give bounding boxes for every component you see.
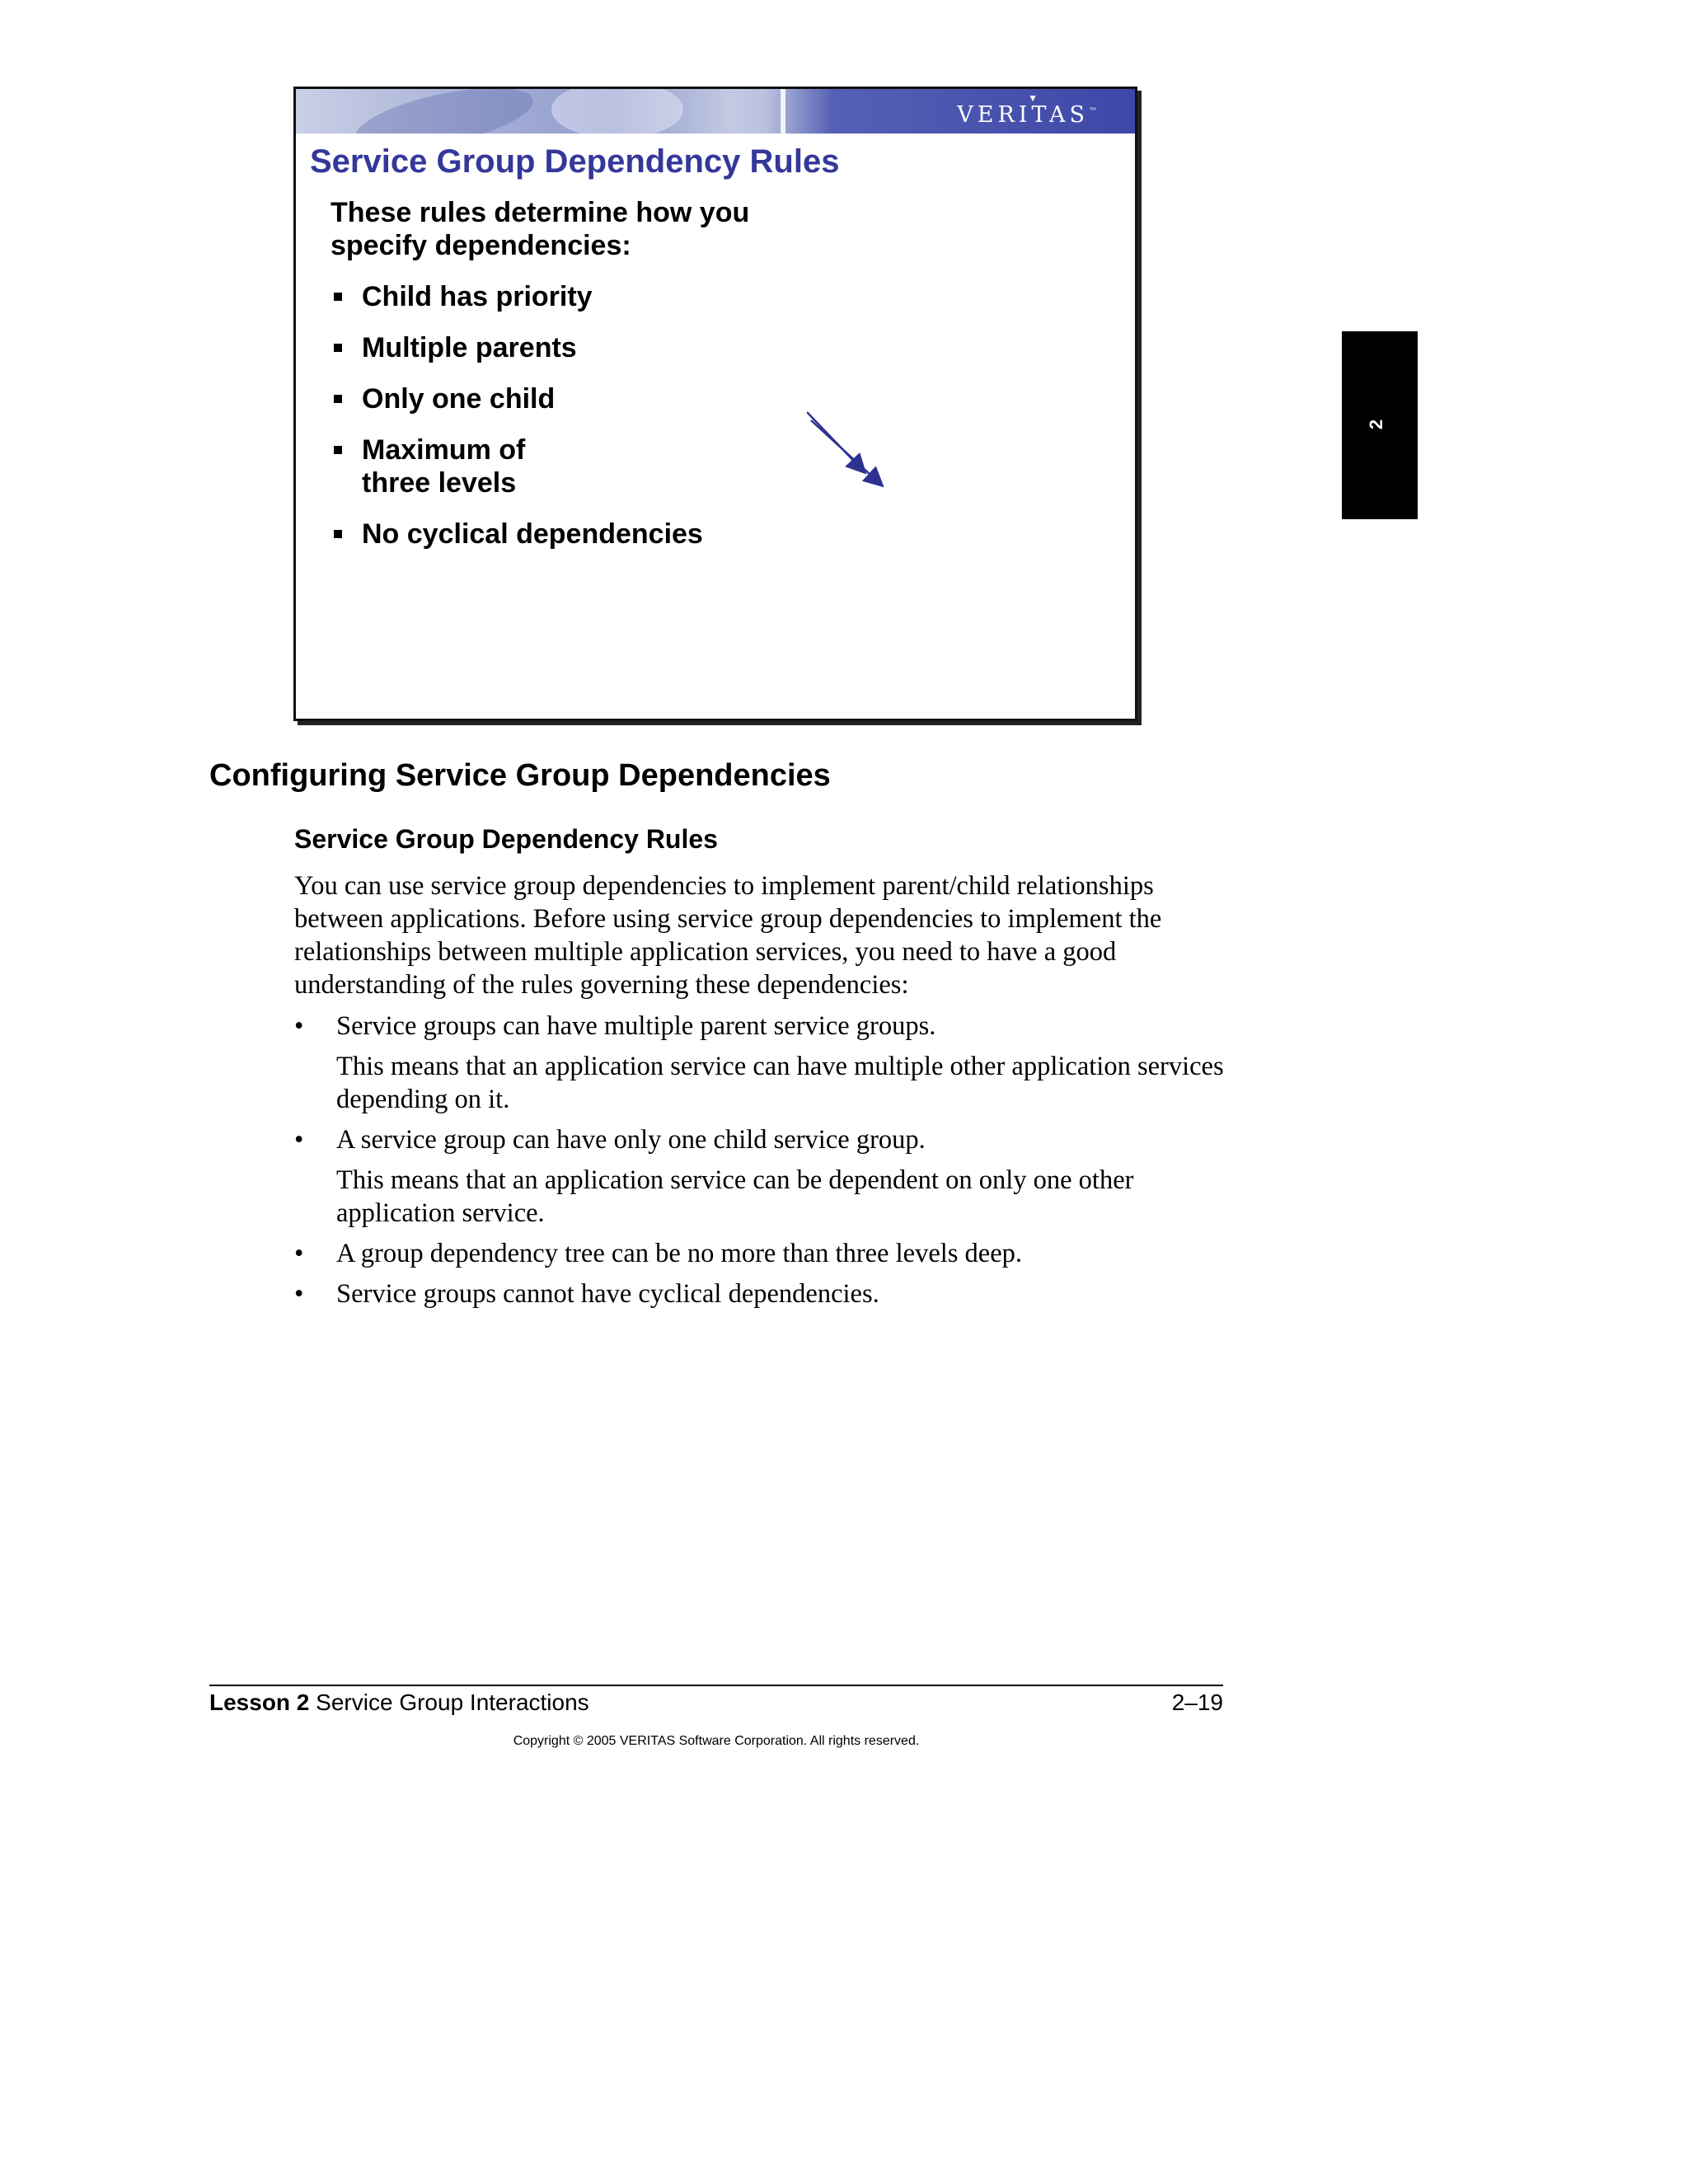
- brand-logo: VERITAS™: [957, 102, 1097, 128]
- slide-bullet: Child has priority: [331, 280, 703, 313]
- list-item-note: This means that an application service can have multiple other application services depending on it.: [336, 1052, 1224, 1114]
- bullet-dot-icon: •: [294, 1279, 304, 1309]
- bullet-square-icon: [334, 395, 342, 403]
- chapter-tab-number: 2: [1366, 419, 1387, 430]
- bullet-dot-icon: •: [294, 1239, 304, 1268]
- bullet-square-icon: [334, 293, 342, 301]
- section-heading: Configuring Service Group Dependencies: [209, 758, 831, 793]
- list-item: • A service group can have only one child service group. This means that an application service can be dependent on only one other application service.: [294, 1123, 1234, 1230]
- sub-heading: Service Group Dependency Rules: [294, 824, 718, 854]
- list-item: • A group dependency tree can be no more than three levels deep.: [294, 1239, 1023, 1268]
- page-number: 2–19: [1171, 1690, 1223, 1715]
- slide-bullet: Only one child: [331, 382, 703, 415]
- bullet-square-icon: [334, 446, 342, 454]
- slide-bullet: No cyclical dependencies: [331, 518, 703, 551]
- footer-lesson: Lesson 2 Service Group Interactions: [209, 1690, 589, 1715]
- slide: [293, 87, 1137, 721]
- slide-bullet: Multiple parents: [331, 331, 703, 364]
- slide-title: Service Group Dependency Rules: [310, 143, 840, 180]
- slide-intro: These rules determine how you specify dependencies:: [331, 197, 750, 261]
- chapter-tab: [1342, 331, 1418, 519]
- banner-decoration: [551, 89, 683, 134]
- bullet-square-icon: [334, 344, 342, 352]
- dependency-arrow: [807, 412, 864, 471]
- dependency-diagram: [807, 204, 1079, 559]
- body-paragraph: You can use service group dependencies to implement parent/child relationships between applications. Before using service group dependencies to implement the relationships between multiple application services, you need to have a good understanding of the rules governing these dependencies:: [294, 871, 1162, 1000]
- banner-divider: [781, 89, 785, 134]
- bullet-dot-icon: •: [294, 1011, 304, 1041]
- list-item: • Service groups cannot have cyclical dependencies.: [294, 1279, 879, 1309]
- banner-decoration: [350, 89, 538, 134]
- slide-banner: [296, 89, 1135, 134]
- bullet-square-icon: [334, 530, 342, 538]
- copyright-notice: Copyright © 2005 VERITAS Software Corporation. All rights reserved.: [513, 1734, 920, 1748]
- bullet-dot-icon: •: [294, 1125, 304, 1155]
- footer-divider: [209, 1685, 1223, 1686]
- slide-bullet: Maximum of three levels: [331, 434, 703, 499]
- list-item: • Service groups can have multiple parent service groups. This means that an application service can have multiple other application services depending on it.: [294, 1010, 1234, 1116]
- rules-list: [294, 1010, 1234, 1318]
- veritas-mark-icon: ▼: [1028, 92, 1038, 104]
- list-item-note: This means that an application service can be dependent on only one other application service.: [336, 1165, 1134, 1228]
- slide-bullet-list: [331, 280, 703, 569]
